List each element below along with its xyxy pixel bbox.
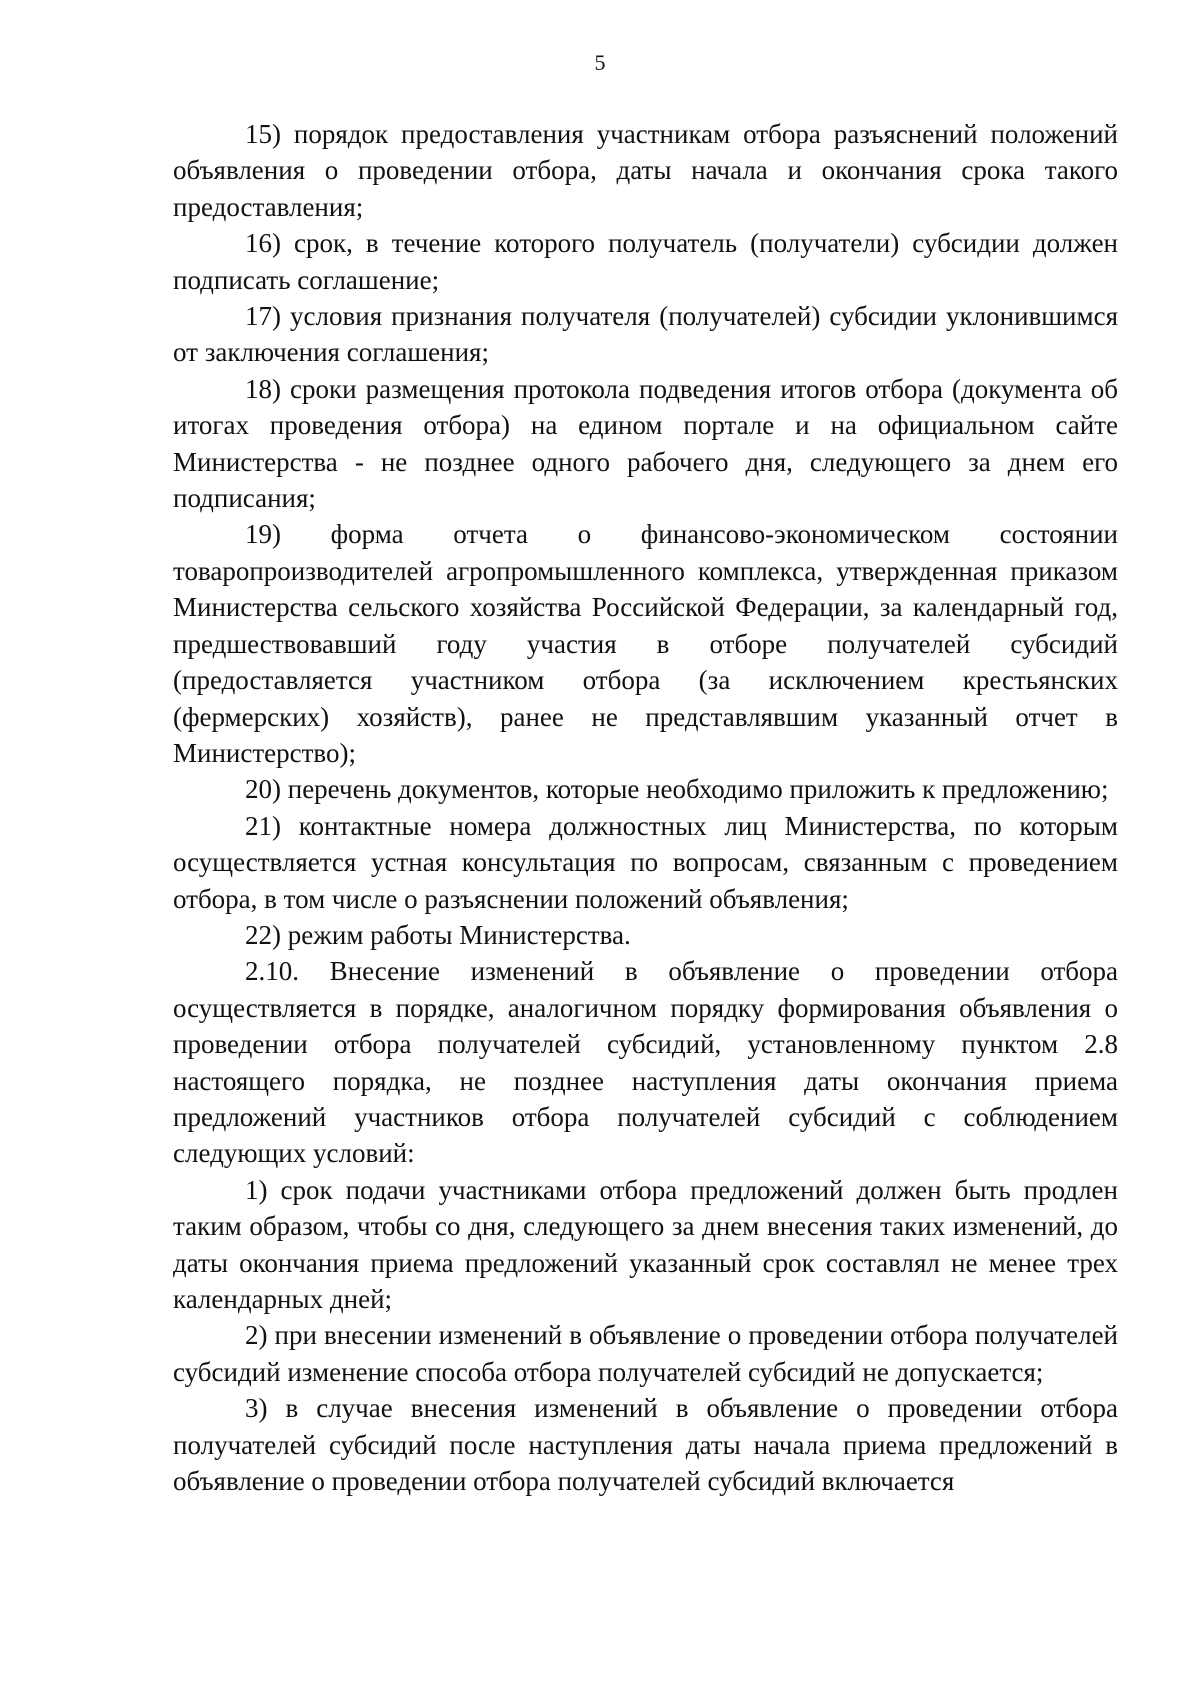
page-number: 5 — [594, 50, 606, 75]
condition-item-3: 3) в случае внесения изменений в объявление о проведении отбора получателей субсидий после наступления даты начала приема предложений в объявление о проведении отбора получателей субсидий включается — [173, 1393, 1118, 1497]
paragraph-item-20: 20) перечень документов, которые необходимо приложить к предложению; — [245, 774, 1109, 805]
paragraph-item-19: 19) форма отчета о финансово-экономическом состоянии товаропроизводителей агропромышленного комплекса, утвержденная приказом Министерства сельского хозяйства Российской Федерации, за календарный год, предшествовавший году участия в отборе получателей субсидий (предоставляется участником отбора (за исключением крестьянских (фермерских) хозяйств), ранее не представлявшим указанный отчет в Министерство); — [173, 519, 1118, 768]
condition-item-1: 1) срок подачи участниками отбора предложений должен быть продлен таким образом, чтобы со дня, следующего за днем внесения таких изменений, до даты окончания приема предложений указанный срок составлял не менее трех календарных дней; — [173, 1174, 1118, 1314]
paragraph-item-21: 21) контактные номера должностных лиц Министерства, по которым осуществляется устная консультация по вопросам, связанным с проведением отбора, в том числе о разъяснении положений объявления; — [173, 810, 1118, 914]
condition-item-2: 2) при внесении изменений в объявление о проведении отбора получателей субсидий изменение способа отбора получателей субсидий не допускается; — [173, 1320, 1118, 1387]
paragraph-item-18: 18) сроки размещения протокола подведения итогов отбора (документа об итогах проведения отбора) на едином портале и на официальном сайте Министерства - не позднее одного рабочего дня, следующего за днем его подписания; — [173, 373, 1118, 514]
paragraph-item-16: 16) срок, в течение которого получатель (получатели) субсидии должен подписать соглашение; — [173, 228, 1118, 295]
paragraph-item-15: 15) порядок предоставления участникам отбора разъяснений положений объявления о проведении отбора, даты начала и окончания срока такого предоставления; — [173, 119, 1118, 222]
paragraph-item-22: 22) режим работы Министерства. — [245, 919, 631, 950]
document-body — [173, 116, 1118, 1499]
paragraph-item-17: 17) условия признания получателя (получателей) субсидии уклонившимся от заключения соглашения; — [173, 301, 1118, 368]
section-2-10-paragraph: 2.10. Внесение изменений в объявление о проведении отбора осуществляется в порядке, аналогичном порядку формирования объявления о проведении отбора получателей субсидий, установленному пунктом 2.8 настоящего порядка, не позднее наступления даты окончания приема предложений участников отбора получателей субсидий с соблюдением следующих условий: — [173, 956, 1118, 1169]
